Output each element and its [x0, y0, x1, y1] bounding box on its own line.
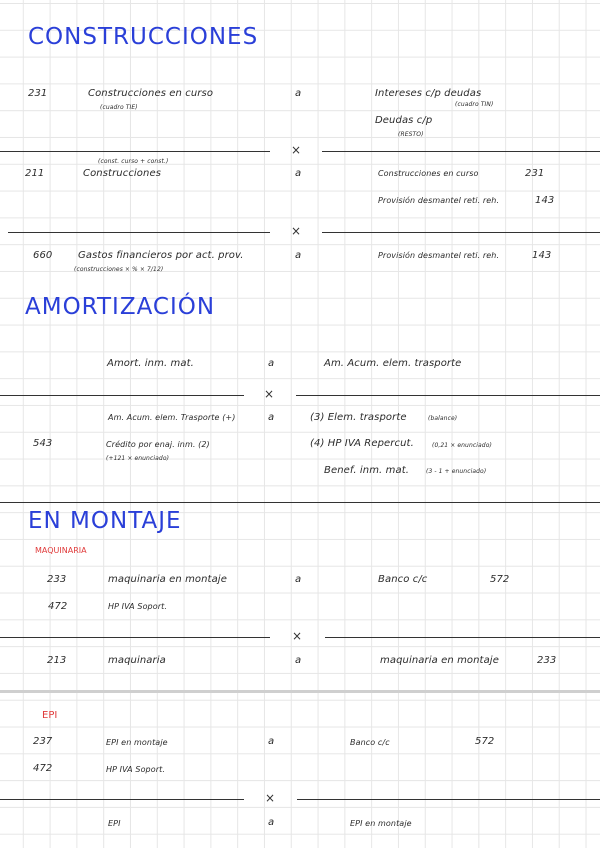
credit-account: Provisión desmantel reti. reh. — [378, 196, 500, 205]
account-code: 231 — [28, 88, 48, 99]
entry-divider-cross: × — [265, 791, 276, 805]
connector-a: a — [295, 168, 302, 179]
credit-note: (balance) — [428, 415, 458, 422]
debit-account: HP IVA Soport. — [108, 602, 168, 611]
subheading-epi: EPI — [42, 710, 58, 721]
credit-account: Am. Acum. elem. trasporte — [324, 358, 462, 369]
entry-divider-line — [0, 151, 270, 152]
entry-divider-line — [322, 232, 600, 233]
credit-account: Intereses c/p deudas — [375, 88, 482, 99]
credit-account: Provisión desmantel reti. reh. — [378, 251, 500, 260]
debit-account: Amort. inm. mat. — [107, 358, 194, 369]
credit-account: (3) Elem. trasporte — [310, 412, 407, 423]
entry-divider-cross: × — [291, 224, 302, 238]
credit-account: Banco c/c — [350, 738, 390, 747]
debit-note: (+121 × enunciado) — [106, 455, 170, 462]
credit-account: (4) HP IVA Repercut. — [310, 438, 414, 449]
debit-account: EPI en montaje — [106, 738, 168, 747]
entry-divider-line — [0, 395, 244, 396]
credit-note: (RESTO) — [398, 131, 424, 138]
entry-divider-line — [8, 232, 270, 233]
entry-divider-cross: × — [292, 629, 303, 643]
debit-account: Crédito por enaj. inm. (2) — [106, 440, 210, 449]
account-code: 233 — [47, 574, 67, 585]
debit-account: maquinaria — [108, 655, 166, 666]
connector-a: a — [295, 655, 302, 666]
account-code: 211 — [25, 168, 45, 179]
debit-account: Construcciones en curso — [88, 88, 214, 99]
account-code: 233 — [537, 655, 557, 666]
debit-note: (const. curso + const.) — [98, 158, 169, 165]
debit-note: (construcciones × % × 7/12) — [74, 266, 164, 273]
heading-en-montaje: EN MONTAJE — [28, 508, 182, 534]
debit-account: EPI — [108, 819, 121, 828]
credit-account: Construcciones en curso — [378, 169, 479, 178]
heading-construcciones: CONSTRUCCIONES — [28, 24, 259, 50]
account-code: 543 — [33, 438, 53, 449]
entry-divider-cross: × — [291, 143, 302, 157]
connector-a: a — [295, 250, 302, 261]
credit-note: (0,21 × enunciado) — [432, 442, 492, 449]
credit-account: Deudas c/p — [375, 115, 433, 126]
account-code: 143 — [535, 195, 555, 206]
connector-a: a — [295, 574, 302, 585]
debit-account: Gastos financieros por act. prov. — [78, 250, 244, 261]
account-code: 472 — [33, 763, 53, 774]
credit-account: Banco c/c — [378, 574, 428, 585]
connector-a: a — [268, 358, 275, 369]
connector-a: a — [268, 817, 275, 828]
account-code: 660 — [33, 250, 53, 261]
section-separator — [0, 690, 600, 693]
account-code: 572 — [490, 574, 510, 585]
connector-a: a — [295, 88, 302, 99]
credit-note: (3 - 1 + enunciado) — [426, 468, 487, 475]
account-code: 231 — [525, 168, 545, 179]
account-code: 572 — [475, 736, 495, 747]
entry-divider-line — [296, 395, 600, 396]
account-code: 237 — [33, 736, 53, 747]
entry-divider-cross: × — [264, 387, 275, 401]
subheading-maquinaria: MAQUINARIA — [35, 546, 87, 555]
account-code: 472 — [48, 601, 68, 612]
connector-a: a — [268, 736, 275, 747]
entry-divider-line — [0, 637, 270, 638]
account-code: 143 — [532, 250, 552, 261]
debit-account: Am. Acum. elem. Trasporte (+) — [108, 413, 236, 422]
credit-account: EPI en montaje — [350, 819, 412, 828]
debit-account: maquinaria en montaje — [108, 574, 227, 585]
entry-divider-line — [0, 799, 244, 800]
account-code: 213 — [47, 655, 67, 666]
entry-divider-line — [322, 151, 600, 152]
connector-a: a — [268, 412, 275, 423]
credit-note: (cuadro TIN) — [455, 101, 494, 108]
debit-account: HP IVA Soport. — [106, 765, 166, 774]
credit-account: Benef. inm. mat. — [324, 465, 409, 476]
credit-account: maquinaria en montaje — [380, 655, 499, 666]
section-divider-line — [0, 502, 600, 503]
entry-divider-line — [325, 637, 600, 638]
debit-note: (cuadro TIE) — [100, 104, 138, 111]
heading-amortizacion: AMORTIZACIÓN — [25, 294, 216, 320]
entry-divider-line — [297, 799, 600, 800]
debit-account: Construcciones — [83, 168, 162, 179]
